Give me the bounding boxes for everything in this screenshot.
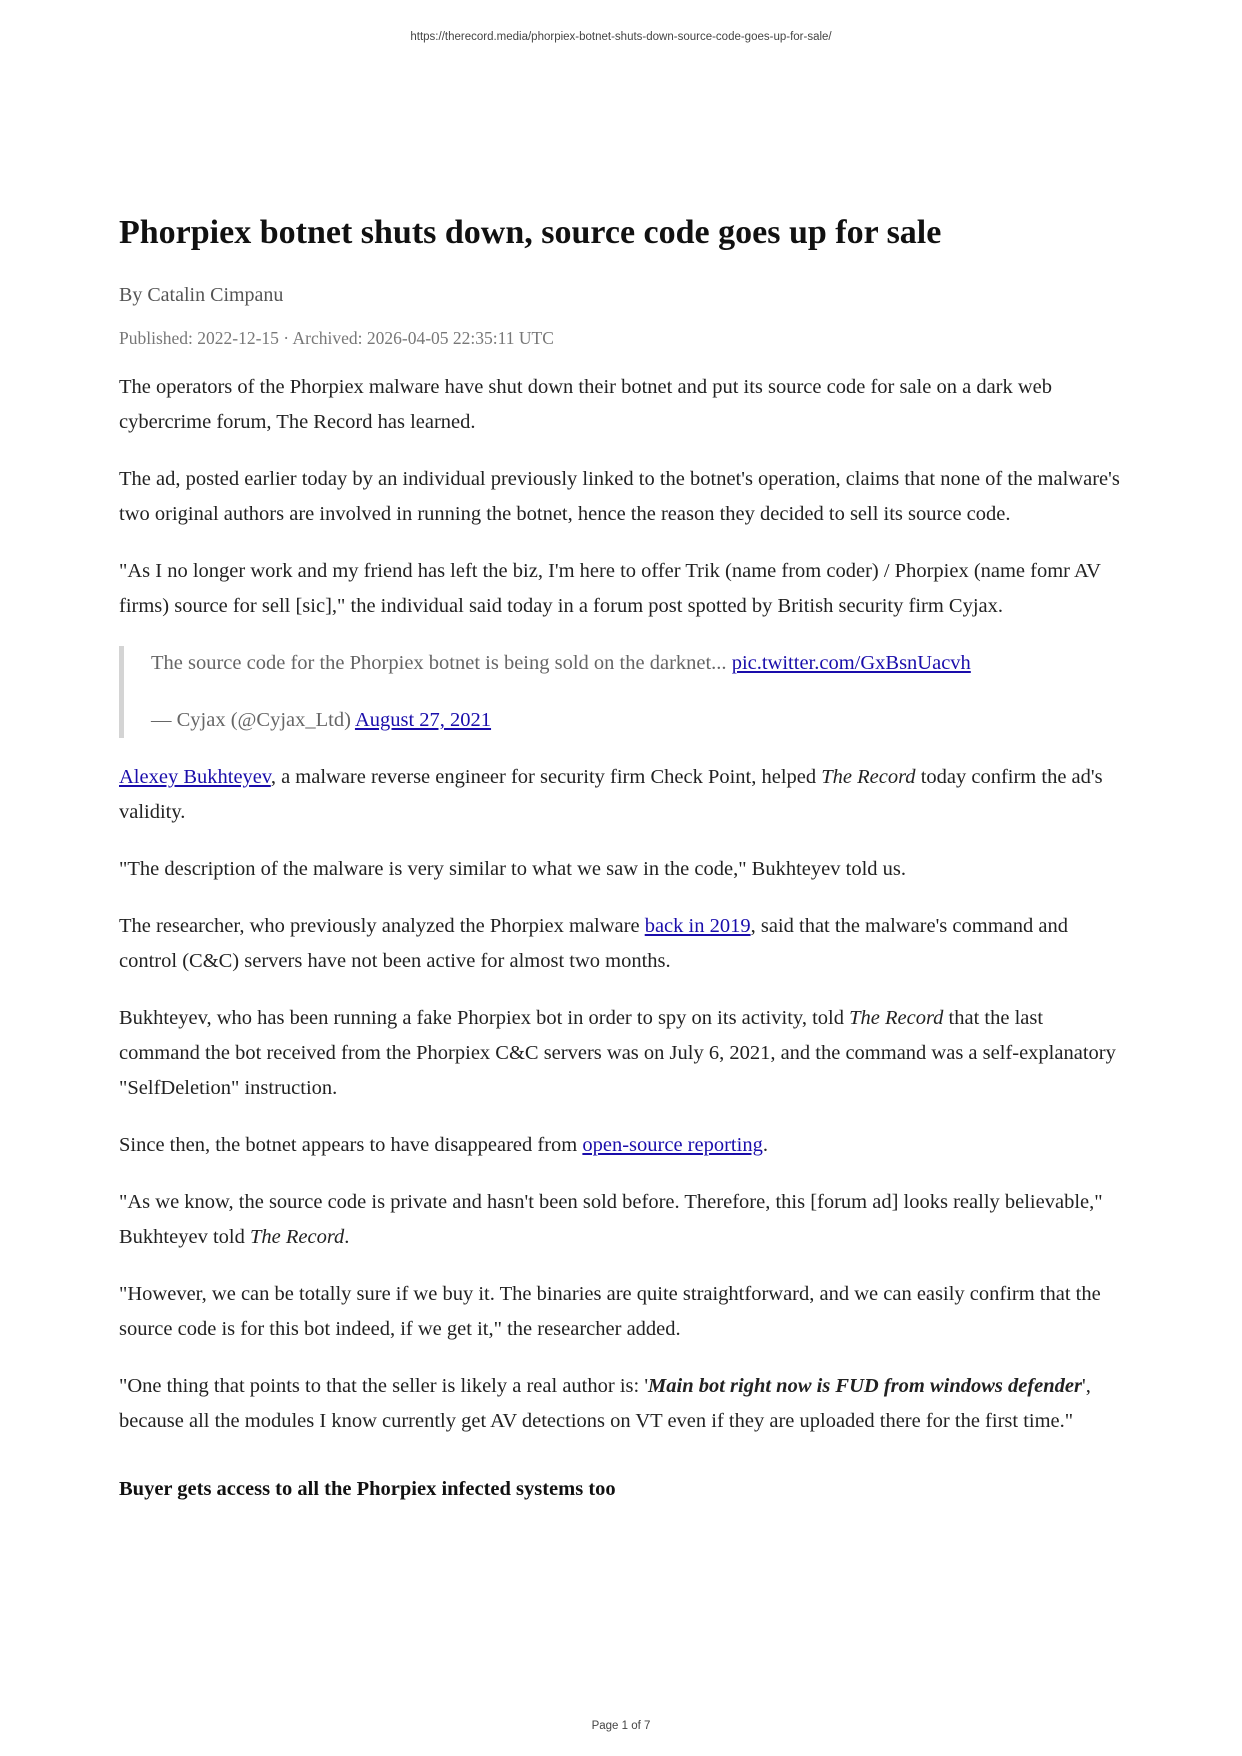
article (119, 212, 1124, 1504)
open-source-reporting-link[interactable]: open-source reporting (582, 1134, 763, 1156)
tweet-date-link[interactable]: August 27, 2021 (354, 709, 492, 731)
the-record-emphasis: The Record (849, 1007, 944, 1029)
paragraph-9-text-2: . (344, 1226, 350, 1248)
paragraph-8-text-2: . (762, 1134, 768, 1156)
paragraph-4-text-2: today confirm the ad's validity. (119, 766, 1103, 823)
tweet-pic-link[interactable]: pic.twitter.com/GxBsnUacvh (731, 652, 971, 674)
paragraph-5: "The description of the malware is very similar to what we saw in the code," Bukhteyev told us. (119, 858, 906, 880)
article-dates: Published: 2022-12-15 · Archived: 2026-04-05 22:35:11 UTC (119, 327, 554, 348)
paragraph-4 (119, 760, 1124, 830)
paragraph-6-text-1: The researcher, who previously analyzed the Phorpiex malware (119, 915, 645, 937)
paragraph-11-text-2: ', because all the modules I know currently get AV detections on VT even if they are uploaded there for the first time." (119, 1375, 1091, 1432)
paragraph-8-text-1: Since then, the botnet appears to have disappeared from (119, 1134, 583, 1156)
alexey-bukhteyev-link[interactable]: Alexey Bukhteyev (119, 766, 271, 788)
paragraph-9 (119, 1185, 1124, 1255)
section-subheading: Buyer gets access to all the Phorpiex infected systems too (119, 1478, 616, 1500)
paragraph-8 (119, 1128, 1124, 1163)
the-record-emphasis: The Record (821, 766, 916, 788)
paragraph-11-text-1: "One thing that points to that the seller is likely a real author is: ' (119, 1375, 649, 1397)
paragraph-11 (119, 1369, 1124, 1439)
tweet-attribution-line (151, 703, 1124, 738)
paragraph-1: The operators of the Phorpiex malware have shut down their botnet and put its source code for sale on a dark web cybercrime forum, The Record has learned. (119, 376, 1053, 433)
tweet-attribution: — Cyjax (@Cyjax_Ltd) (151, 709, 355, 731)
paragraph-3: "As I no longer work and my friend has left the biz, I'm here to offer Trik (name from coder) / Phorpiex (name fomr AV firms) source for sell [sic]," the individual said today in a forum post spotted by British security firm Cyjax. (119, 560, 1101, 617)
paragraph-7-text-1: Bukhteyev, who has been running a fake Phorpiex bot in order to spy on its activity, told (119, 1007, 850, 1029)
paragraph-6-text-2: , said that the malware's command and control (C&C) servers have not been active for almost two months. (119, 915, 1068, 972)
page-number: Page 1 of 7 (591, 1720, 651, 1732)
tweet-text: The source code for the Phorpiex botnet is being sold on the darknet... (151, 652, 732, 674)
tweet-text-line (151, 646, 1124, 681)
paragraph-2: The ad, posted earlier today by an individual previously linked to the botnet's operation, claims that none of the malware's two original authors are involved in running the botnet, hence the reason they decided to sell its source code. (119, 468, 1120, 525)
article-byline: By Catalin Cimpanu (119, 283, 284, 306)
paragraph-10: "However, we can be totally sure if we buy it. The binaries are quite straightforward, and we can easily confirm that the source code is for this bot indeed, if we get it," the researcher added. (119, 1283, 1101, 1340)
back-in-2019-link[interactable]: back in 2019 (644, 915, 751, 937)
paragraph-6 (119, 909, 1124, 979)
paragraph-4-text-1: , a malware reverse engineer for security firm Check Point, helped (270, 766, 822, 788)
page-url-header: https://therecord.media/phorpiex-botnet-shuts-down-source-code-goes-up-for-sale/ (410, 31, 832, 43)
paragraph-7-text-2: that the last command the bot received from the Phorpiex C&C servers was on July 6, 2021, and the command was a self-explanatory "SelfDeletion" instruction. (119, 1007, 1116, 1099)
paragraph-7 (119, 1001, 1124, 1106)
tweet-quote (119, 646, 1124, 738)
seller-quote-emphasis: Main bot right now is FUD from windows defender (648, 1375, 1083, 1397)
paragraph-9-text-1: "As we know, the source code is private and hasn't been sold before. Therefore, this [forum ad] looks really believable," Bukhteyev told (119, 1191, 1103, 1248)
the-record-emphasis: The Record (249, 1226, 345, 1248)
article-title: Phorpiex botnet shuts down, source code goes up for sale (119, 214, 942, 251)
